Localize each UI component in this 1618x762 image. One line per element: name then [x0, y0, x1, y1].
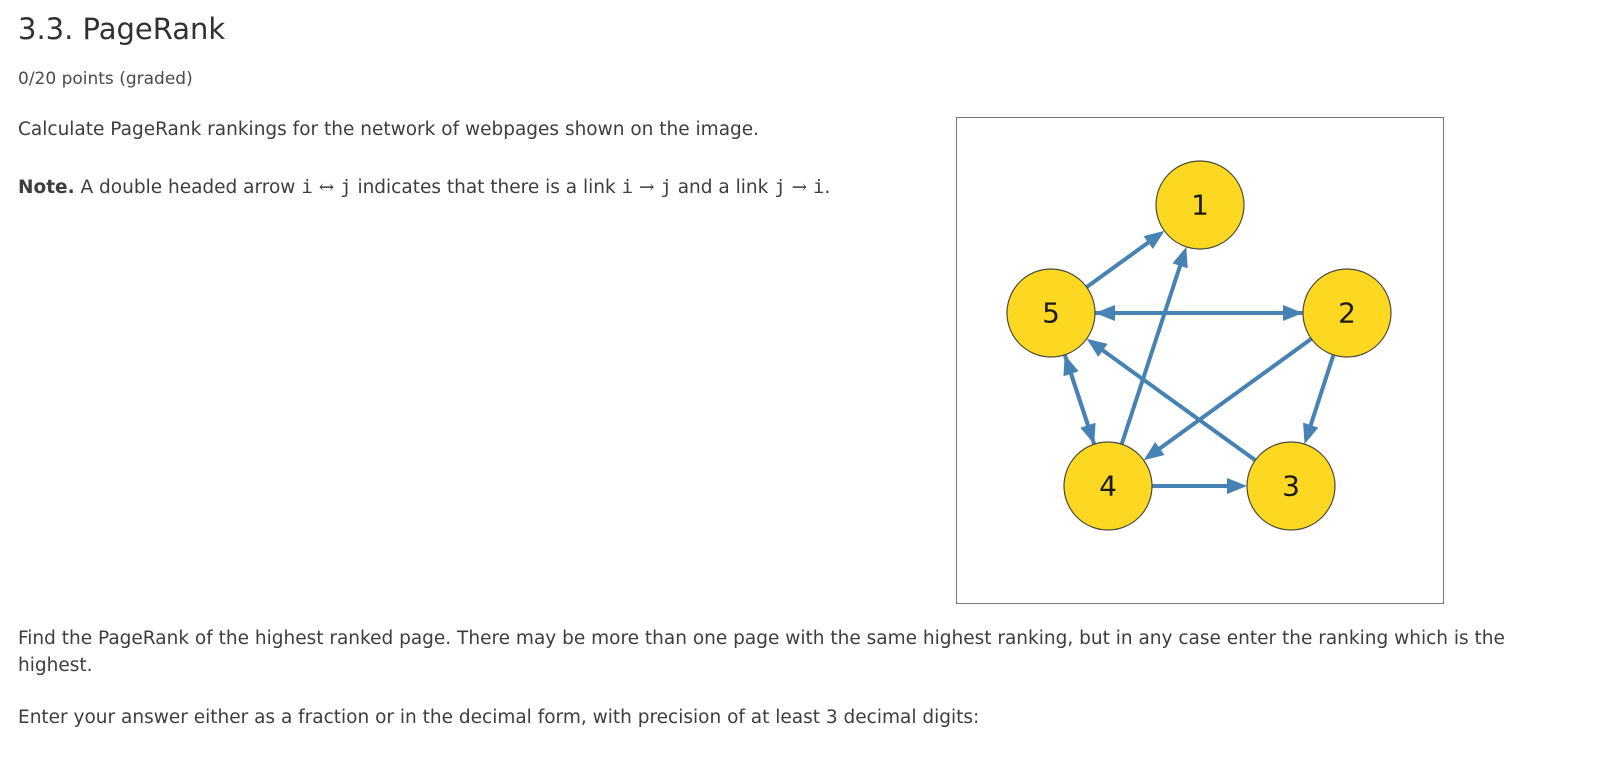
- note-sym-j-2: j: [660, 176, 672, 198]
- edge-5-to-1: [1087, 241, 1150, 287]
- node-label-3: 3: [1282, 469, 1300, 503]
- intro-text: Calculate PageRank rankings for the network of webpages shown on the image.: [18, 119, 760, 140]
- note-text-a: A double headed arrow: [80, 177, 296, 198]
- note-sym-i-3: i: [812, 176, 825, 198]
- arrowhead-4-to-5: [1063, 355, 1078, 376]
- note-sym-i: i: [301, 176, 313, 198]
- page-title: 3.3. PageRank: [18, 12, 226, 46]
- note-text-c: and a link: [677, 177, 769, 198]
- edge-3-to-5: [1101, 349, 1255, 460]
- edge-4-to-1: [1122, 264, 1181, 444]
- network-graph-figure: [956, 117, 1444, 604]
- note-sym-double-arrow: ↔: [318, 177, 335, 198]
- note-sym-i-2: i: [621, 176, 634, 198]
- arrowhead-2-to-5: [1095, 305, 1115, 321]
- question-text: Find the PageRank of the highest ranked page. There may be more than one page with the same highest ranking, but in any case enter the ranking which is the highest.: [18, 628, 1505, 676]
- note-paragraph: [18, 176, 830, 198]
- note-sym-arrow: →: [638, 177, 655, 198]
- note-sym-j: j: [340, 176, 352, 198]
- edge-2-to-4: [1158, 339, 1311, 450]
- node-label-2: 2: [1338, 296, 1356, 330]
- arrowhead-4-to-1: [1172, 247, 1187, 268]
- network-graph: [957, 118, 1443, 603]
- nodes-layer: [1007, 161, 1391, 530]
- instruction-text: Enter your answer either as a fraction or in the decimal form, with precision of at least 3 decimal digits:: [18, 707, 980, 728]
- node-label-5: 5: [1042, 296, 1060, 330]
- arrowhead-2-to-3: [1303, 423, 1318, 444]
- node-label-4: 4: [1099, 469, 1117, 503]
- arrowhead-2-to-4: [1144, 442, 1165, 460]
- note-sym-j-3: j: [774, 176, 786, 198]
- arrowhead-3-to-5: [1087, 339, 1108, 357]
- edge-4-to-5: [1070, 372, 1094, 444]
- note-sym-arrow-2: →: [791, 177, 808, 198]
- note-label: Note.: [18, 177, 75, 198]
- arrowhead-4-to-3: [1227, 478, 1247, 494]
- note-text-b: indicates that there is a link: [357, 177, 616, 198]
- note-end: .: [824, 177, 831, 198]
- points-status: 0/20 points (graded): [18, 69, 193, 89]
- arrowhead-5-to-1: [1143, 231, 1164, 249]
- node-label-1: 1: [1191, 188, 1209, 222]
- edge-2-to-3: [1310, 355, 1333, 427]
